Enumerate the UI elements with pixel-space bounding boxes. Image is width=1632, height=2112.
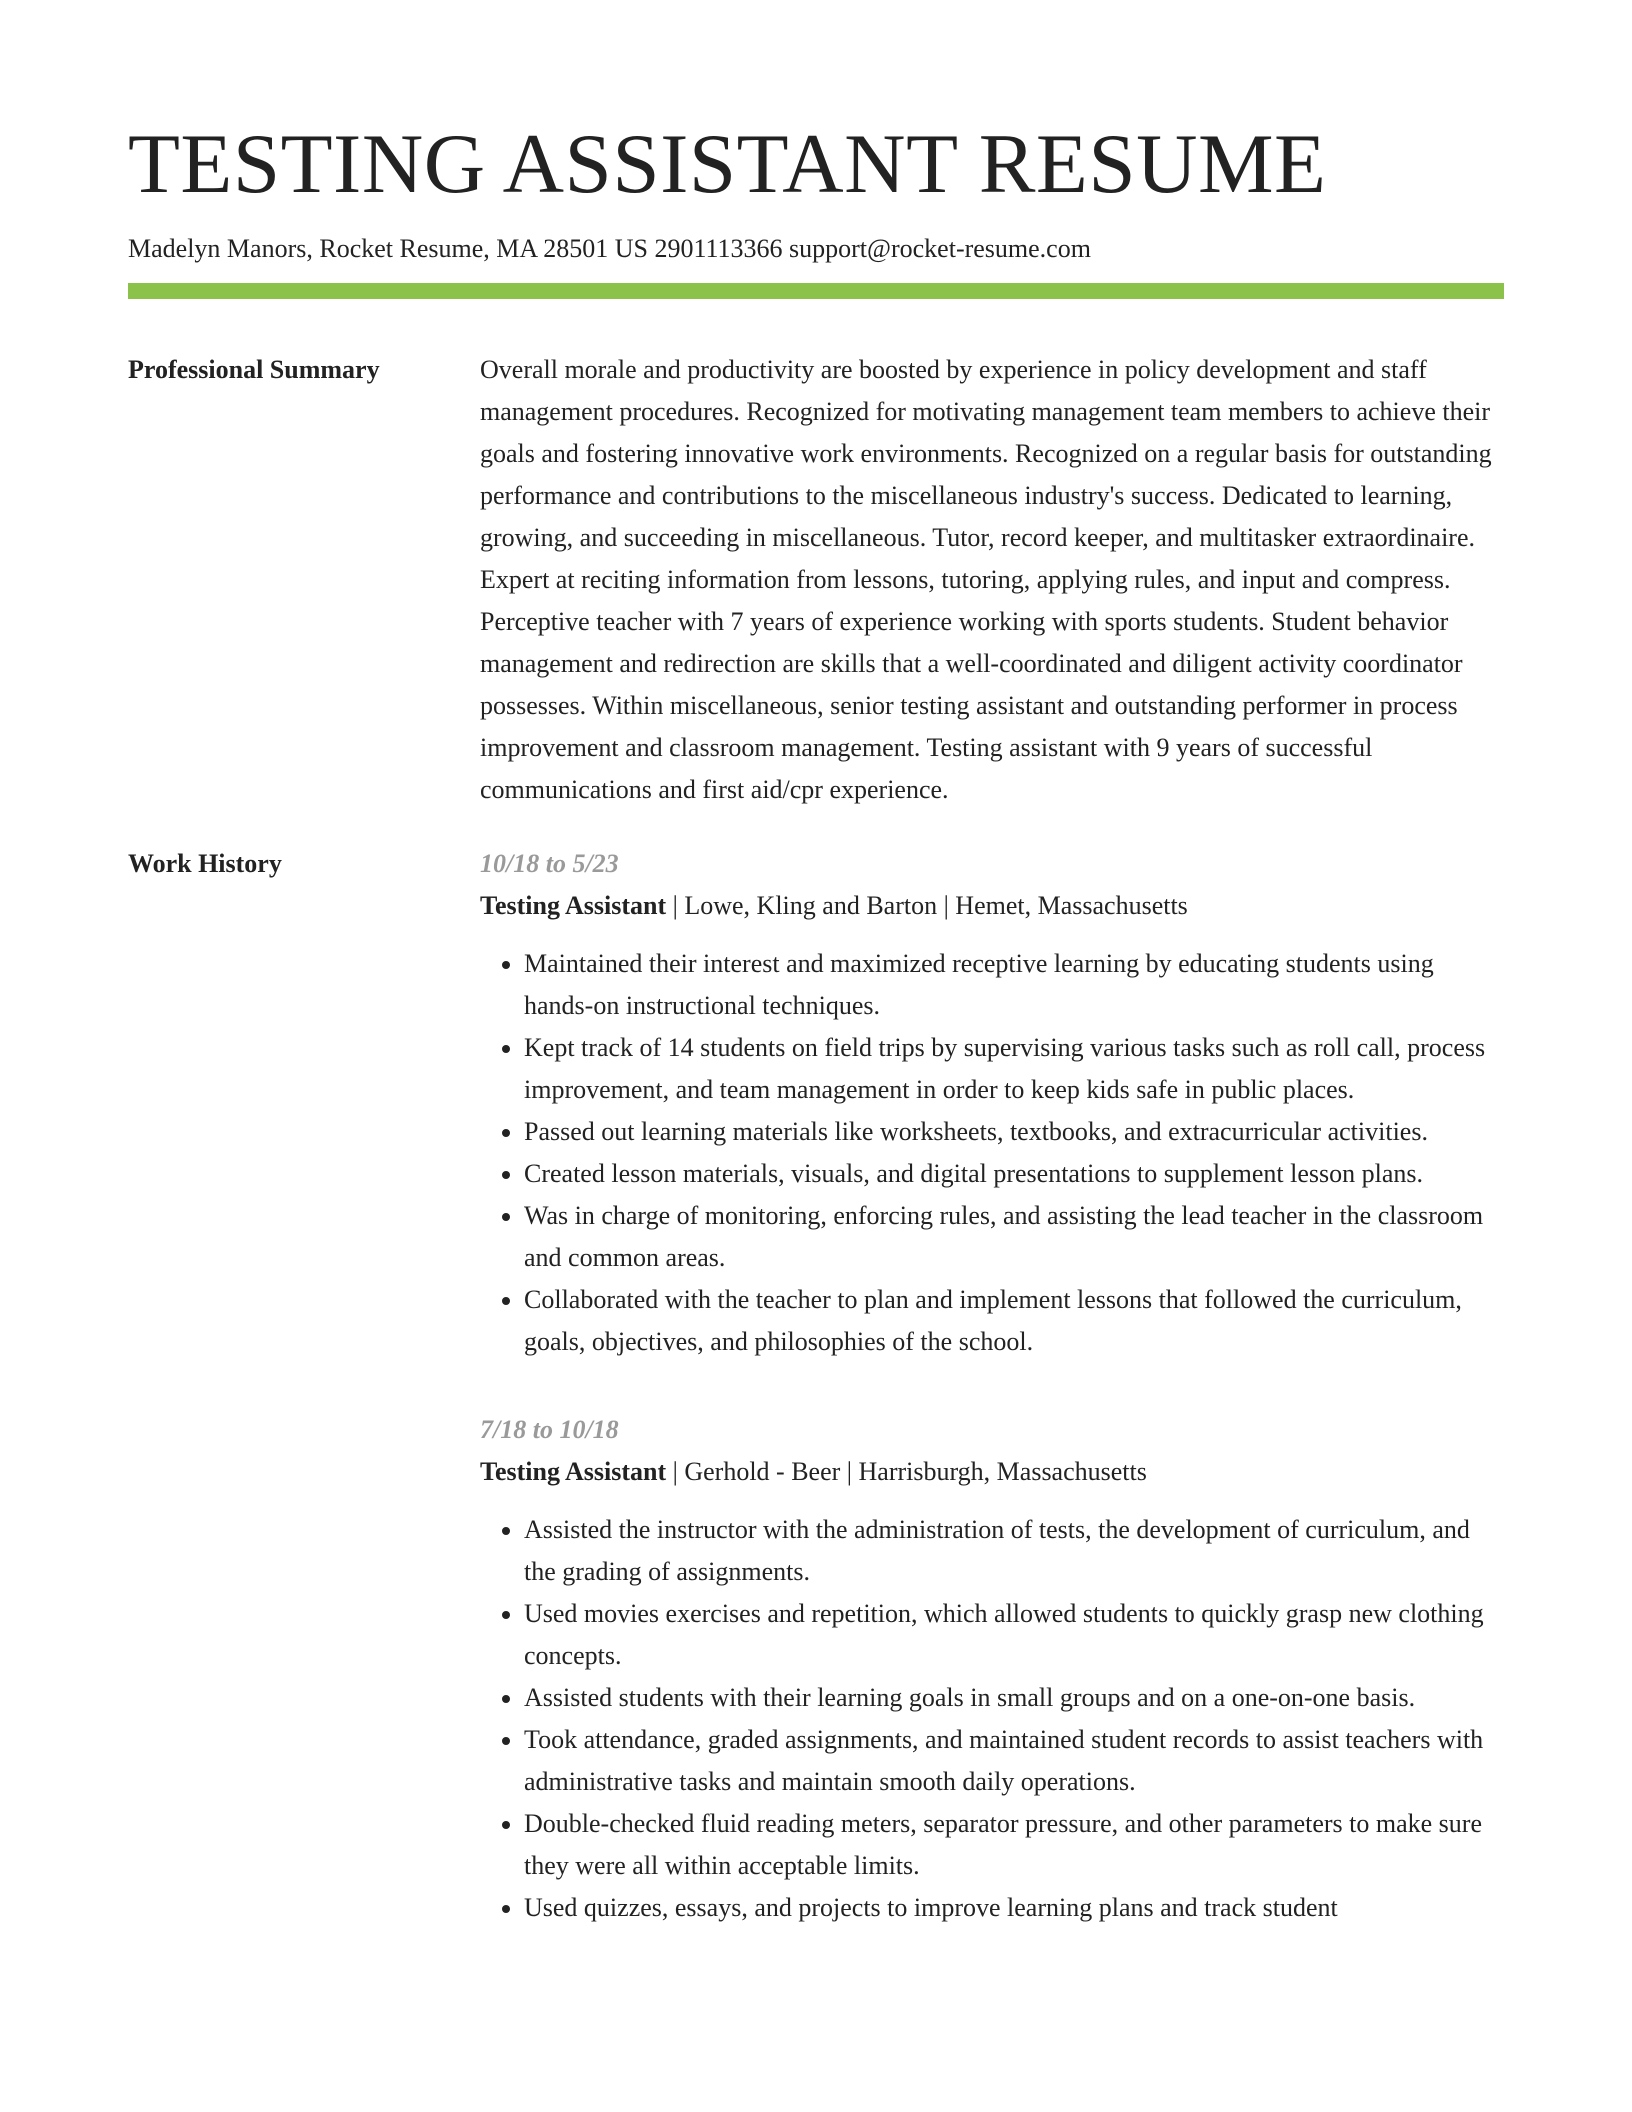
job-employer-location: | Gerhold - Beer | Harrisburgh, Massachusetts [666,1457,1147,1487]
job-bullet-list [480,1509,1504,1929]
job-bullet: • Was in charge of monitoring, enforcing rules, and assisting the lead teacher in the classroom and common areas. [524,1195,1504,1279]
job-bullet: • Assisted students with their learning goals in small groups and on a one-on-one basis. [524,1677,1504,1719]
job-bullet: • Maintained their interest and maximized receptive learning by educating students using hands-on instructional techniques. [524,943,1504,1027]
job-title-line [480,1451,1504,1493]
job-employer-location: | Lowe, Kling and Barton | Hemet, Massachusetts [666,891,1188,921]
job-title: Testing Assistant [480,1457,667,1487]
job-bullet: • Created lesson materials, visuals, and digital presentations to supplement lesson plans. [524,1153,1504,1195]
job-bullet: • Kept track of 14 students on field trips by supervising various tasks such as roll call, process improvement, and team management in order to keep kids safe in public places. [524,1027,1504,1111]
job-bullet: • Took attendance, graded assignments, and maintained student records to assist teachers with administrative tasks and maintain smooth daily operations. [524,1719,1504,1803]
job-bullet: • Collaborated with the teacher to plan and implement lessons that followed the curriculum, goals, objectives, and philosophies of the school. [524,1279,1504,1363]
section-label-work: Work History [128,849,282,879]
job-bullet: • Used quizzes, essays, and projects to improve learning plans and track student [524,1887,1504,1929]
contact-info: Madelyn Manors, Rocket Resume, MA 28501 US 2901113366 support@rocket-resume.com [128,233,1091,263]
work-history-section [128,843,1504,1975]
job-title: Testing Assistant [480,891,667,921]
summary-body [480,349,1504,811]
section-label-summary: Professional Summary [128,355,380,385]
resume-title: TESTING ASSISTANT RESUME [128,117,1327,211]
job-bullet-list [480,943,1504,1363]
job-dates: 10/18 to 5/23 [480,849,619,879]
accent-divider [128,283,1504,299]
summary-text: Overall morale and productivity are boosted by experience in policy development and staff management procedures. Recognized for motivating management team members to achieve their goals and fostering innovative work environments. Recognized on a regular basis for outstanding performance and contributions to the miscellaneous industry's success. Dedicated to learning, growing, and succeeding in miscellaneous. Tutor, record keeper, and multitasker extraordinaire. Expert at reciting information from lessons, tutoring, applying rules, and input and compress. Perceptive teacher with 7 years of experience working with sports students. Student behavior management and redirection are skills that a well-coordinated and diligent activity coordinator possesses. Within miscellaneous, senior testing assistant and outstanding performer in process improvement and classroom management. Testing assistant with 9 years of successful communications and first aid/cpr experience. [480,355,1492,805]
job-entry [480,843,1504,1363]
job-entry [480,1409,1504,1929]
professional-summary-section [128,349,1504,811]
job-dates: 7/18 to 10/18 [480,1415,619,1445]
job-title-line [480,885,1504,927]
work-history-body [480,843,1504,1975]
job-bullet: • Assisted the instructor with the administration of tests, the development of curriculum, and the grading of assignments. [524,1509,1504,1593]
job-bullet: • Used movies exercises and repetition, which allowed students to quickly grasp new clothing concepts. [524,1593,1504,1677]
job-bullet: • Passed out learning materials like worksheets, textbooks, and extracurricular activities. [524,1111,1504,1153]
job-bullet: • Double-checked fluid reading meters, separator pressure, and other parameters to make sure they were all within acceptable limits. [524,1803,1504,1887]
